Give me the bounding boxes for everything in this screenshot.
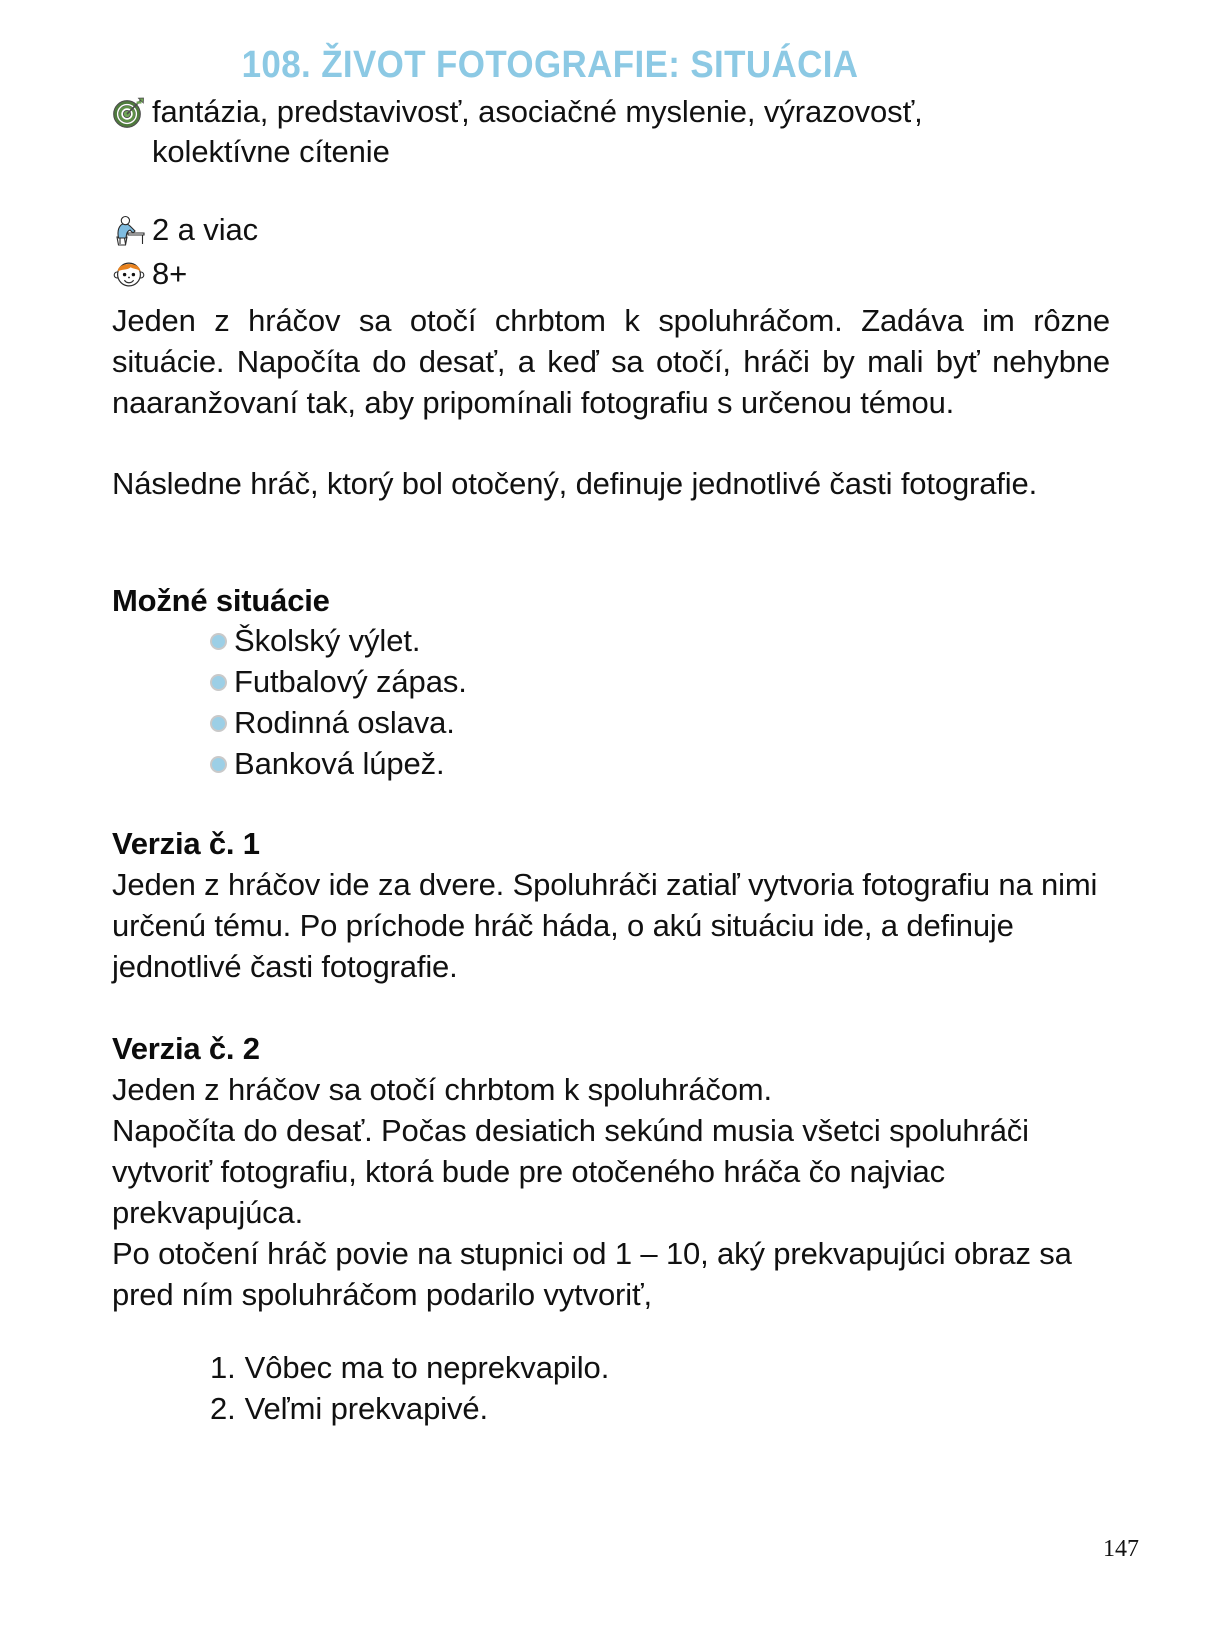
list-item-label: Vôbec ma to neprekvapilo. xyxy=(244,1350,610,1385)
person-at-table-icon xyxy=(112,213,146,252)
situations-heading: Možné situácie xyxy=(112,583,330,618)
bullet-dot-icon xyxy=(212,635,225,648)
skills-line-1: fantázia, predstavivosť, asociačné myslenie, výrazovosť, xyxy=(152,94,923,129)
list-item-label: Veľmi prekvapivé. xyxy=(244,1391,489,1426)
version1-heading: Verzia č. 1 xyxy=(112,826,260,861)
version2-paragraph-1: Jeden z hráčov sa otočí chrbtom k spoluhráčom. xyxy=(112,1072,772,1107)
situations-list xyxy=(212,620,467,784)
list-item-marker: 2. xyxy=(210,1391,236,1426)
intro-paragraph-1: Jeden z hráčov sa otočí chrbtom k spoluhráčom. Zadáva im rôzne situácie. Napočíta do desať, a keď sa otočí, hráči by mali byť nehybne naaranžovaní tak, aby pripomínali fotografiu s určenou témou. xyxy=(112,303,1110,420)
bullet-dot-icon xyxy=(212,717,225,730)
list-item xyxy=(210,1388,609,1429)
target-icon xyxy=(112,95,146,134)
version2-scale-list xyxy=(210,1347,609,1429)
list-item xyxy=(212,661,467,702)
meta-row-skills xyxy=(112,92,1112,172)
page-title: 108. ŽIVOT FOTOGRAFIE: SITUÁCIA xyxy=(241,44,859,86)
players-text: 2 a viac xyxy=(152,212,259,247)
meta-row-players xyxy=(112,210,1112,250)
version2-paragraph-3: Po otočení hráč povie na stupnici od 1 – 10, aký prekvapujúci obraz sa pred ním spoluhráčom podarilo vytvoriť, xyxy=(112,1236,1072,1312)
skills-text xyxy=(152,92,1112,172)
child-face-icon xyxy=(112,257,146,296)
list-item-label: Futbalový zápas. xyxy=(234,664,467,699)
list-item-label: Banková lúpež. xyxy=(234,746,445,781)
list-item xyxy=(212,620,467,661)
meta-row-age xyxy=(112,254,1112,294)
intro-paragraph-2: Následne hráč, ktorý bol otočený, definuje jednotlivé časti fotografie. xyxy=(112,466,1038,501)
version2-paragraph-2: Napočíta do desať. Počas desiatich sekúnd musia všetci spoluhráči vytvoriť fotografiu, ktorá bude pre otočeného hráča čo najviac prekvapujúca. xyxy=(112,1113,1029,1230)
page-number: 147 xyxy=(1103,1536,1139,1562)
version2-heading: Verzia č. 2 xyxy=(112,1031,260,1066)
list-item xyxy=(212,743,467,784)
bullet-dot-icon xyxy=(212,758,225,771)
list-item xyxy=(212,702,467,743)
list-item-marker: 1. xyxy=(210,1350,236,1385)
activity-meta xyxy=(112,92,1112,294)
bullet-dot-icon xyxy=(212,676,225,689)
skills-line-2: kolektívne cítenie xyxy=(152,134,390,169)
list-item-label: Rodinná oslava. xyxy=(234,705,455,740)
age-text: 8+ xyxy=(152,256,188,291)
list-item-label: Školský výlet. xyxy=(234,623,421,658)
version1-text: Jeden z hráčov ide za dvere. Spoluhráči zatiaľ vytvoria fotografiu na nimi určenú tému. Po príchode hráč háda, o akú situáciu ide, a definuje jednotlivé časti fotografie. xyxy=(112,867,1098,984)
list-item xyxy=(210,1347,609,1388)
